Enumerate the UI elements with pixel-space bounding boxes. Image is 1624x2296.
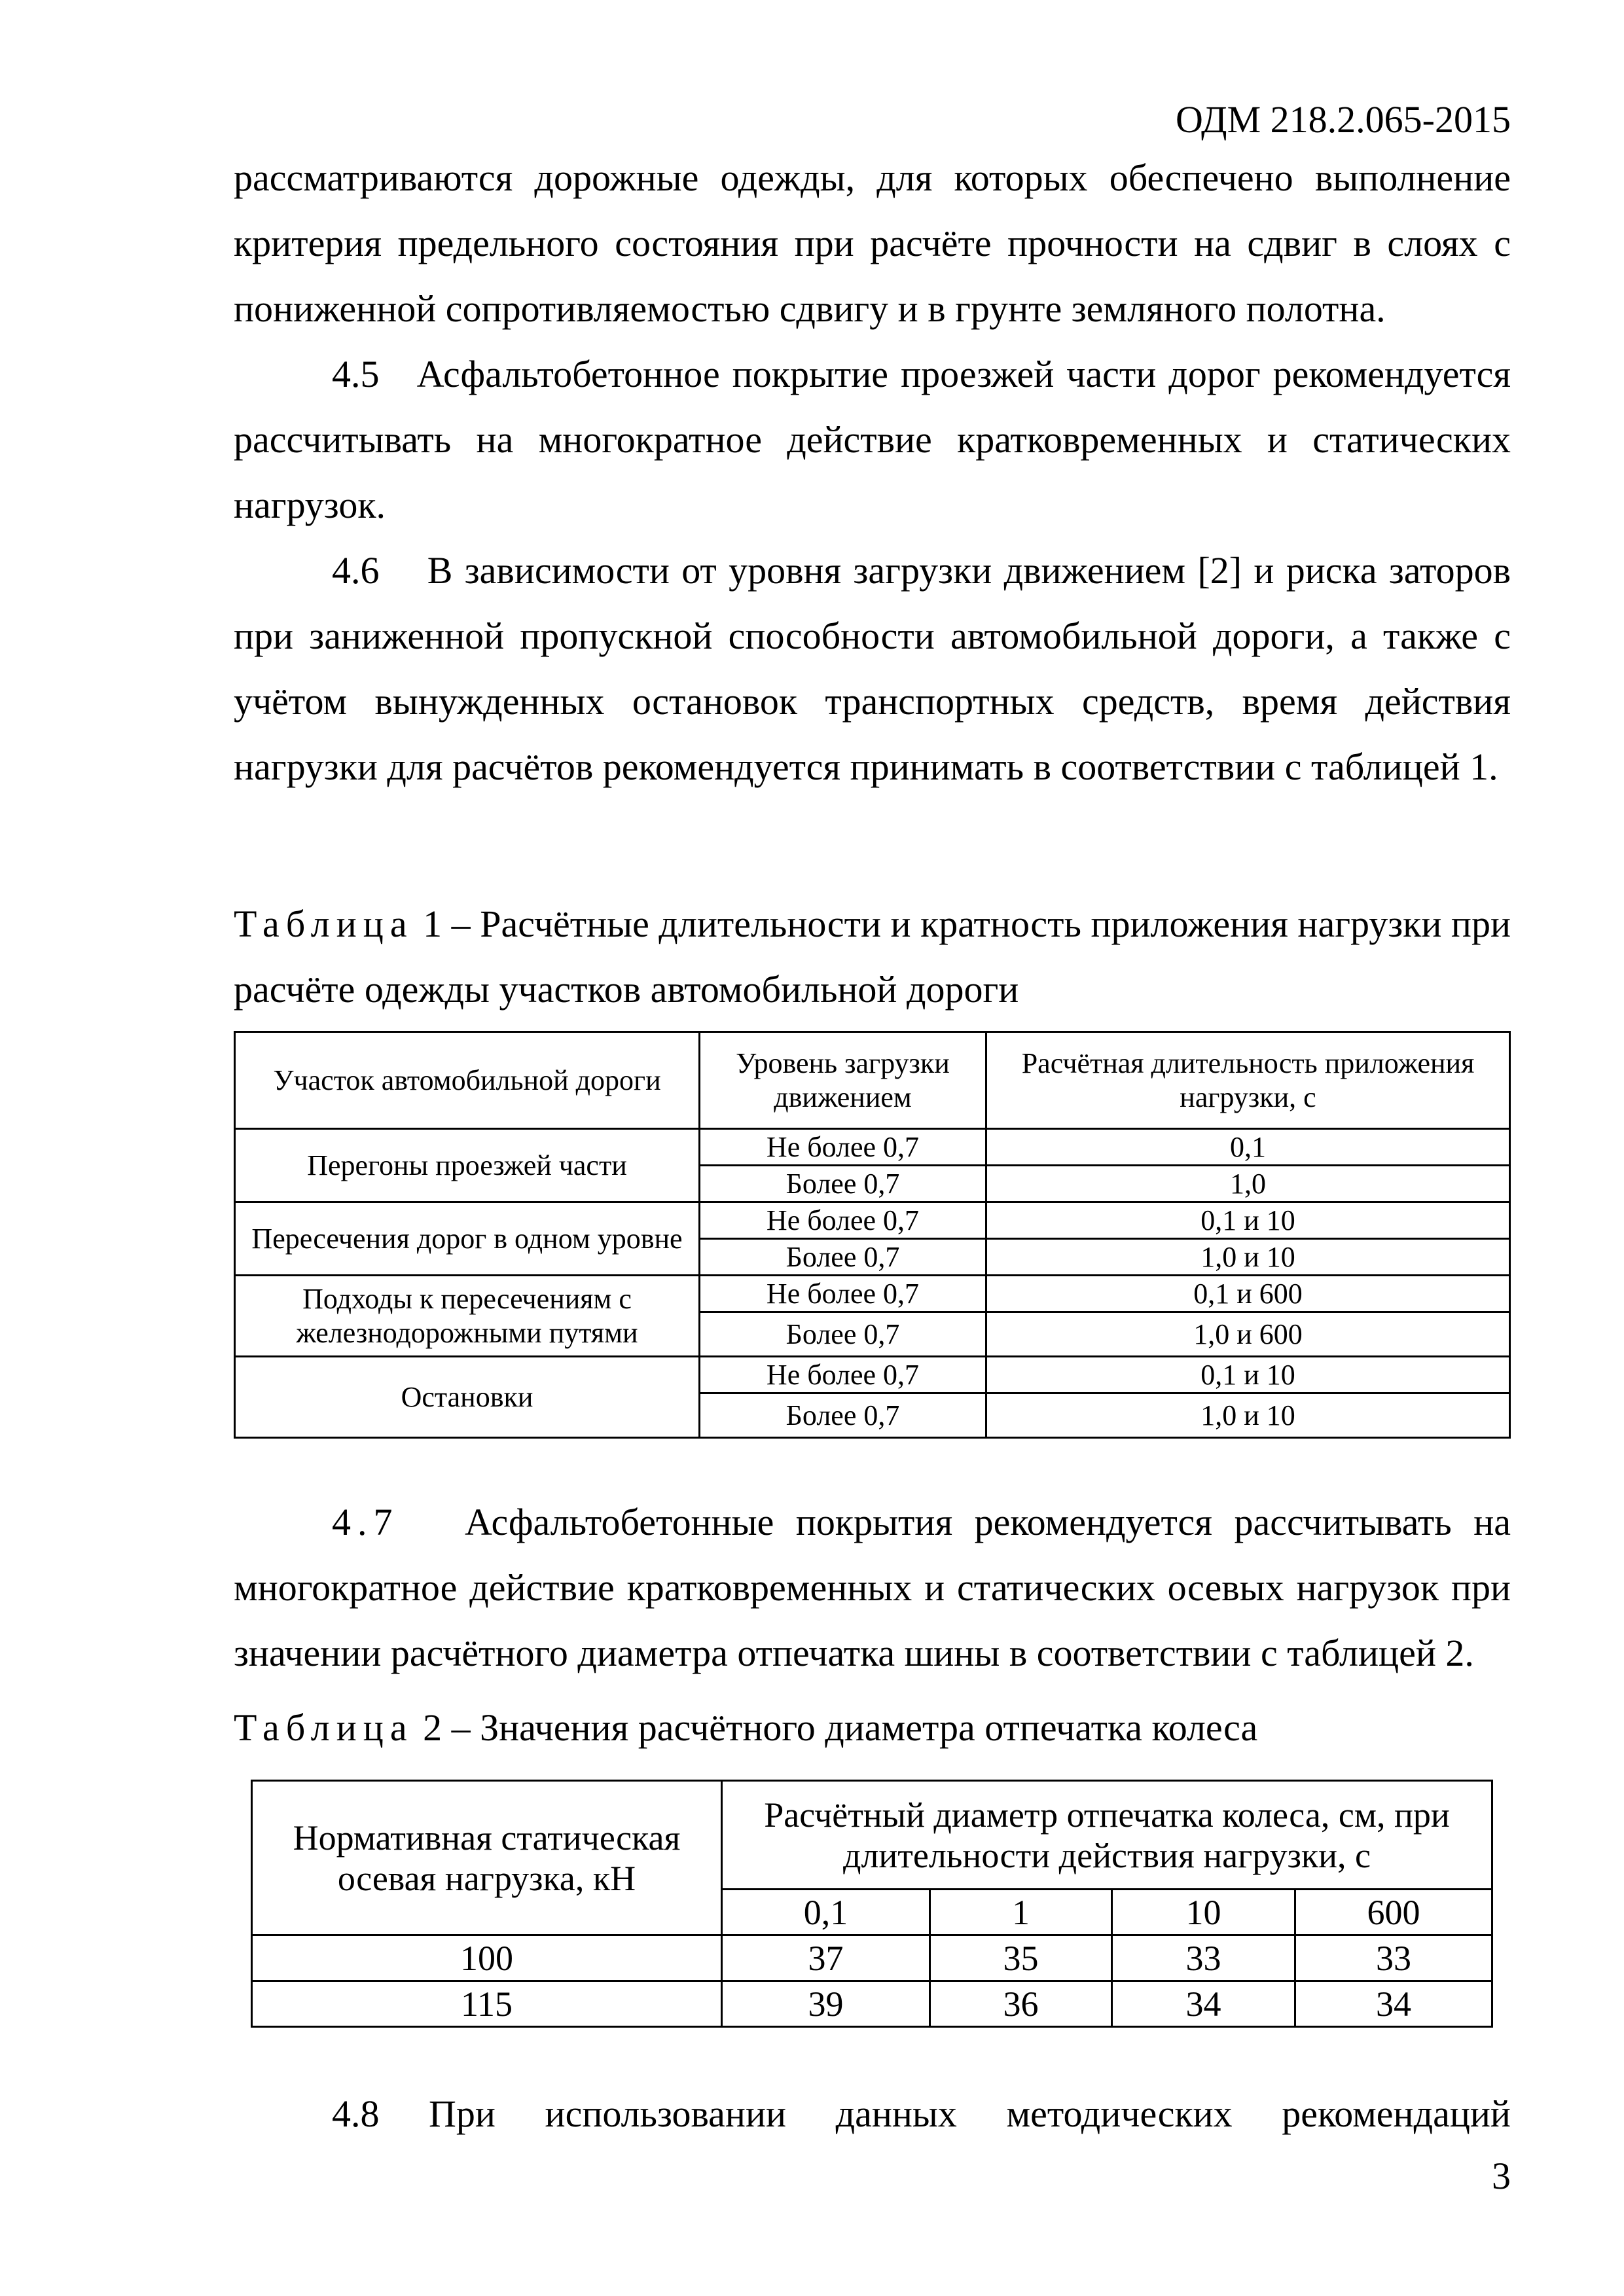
table-cell: 37 <box>722 1935 930 1981</box>
paragraph-4-5 <box>234 342 1511 538</box>
paragraph-number: 4.5 <box>332 353 380 395</box>
table-cell: 35 <box>930 1935 1112 1981</box>
table-cell: 1,0 и 10 <box>986 1393 1510 1438</box>
table-row <box>235 1129 1510 1166</box>
load-cell: 100 <box>252 1935 722 1981</box>
table-cell: 39 <box>722 1981 930 2027</box>
duration-cell: 10 <box>1112 1890 1295 1935</box>
section-cell: Подходы к пересечениям с железнодорожными путями <box>235 1276 700 1357</box>
table-cell: 0,1 и 10 <box>986 1202 1510 1239</box>
caption-label: Таблица <box>234 903 414 945</box>
paragraph-number: 4.7 <box>332 1501 399 1543</box>
header-cell: Участок автомобильной дороги <box>235 1032 700 1129</box>
table-cell: Более 0,7 <box>700 1393 986 1438</box>
table-cell: 0,1 и 10 <box>986 1357 1510 1393</box>
table-cell: Не более 0,7 <box>700 1276 986 1312</box>
table-row <box>252 1981 1492 2027</box>
paragraph-text: Асфальтобетонные покрытия рекомендуется рассчитывать на многократное действие кратковременных и статических осевых нагрузок при значении расчётного диаметра отпечатка шины в соответствии с таблицей 2. <box>234 1501 1511 1674</box>
table2-caption <box>234 1695 1511 1761</box>
table-row <box>252 1935 1492 1981</box>
paragraph-4-8 <box>234 2081 1511 2147</box>
paragraph-intro <box>234 145 1511 342</box>
document-code: ОДМ 218.2.065-2015 <box>1176 98 1511 141</box>
table-cell: 33 <box>1295 1935 1492 1981</box>
section-cell: Перегоны проезжей части <box>235 1129 700 1202</box>
header-cell: Нормативная статическая осевая нагрузка, кН <box>252 1781 722 1935</box>
table-cell: Более 0,7 <box>700 1239 986 1276</box>
paragraph-word: использовании <box>545 2092 787 2135</box>
table1-caption <box>234 891 1511 1022</box>
load-cell: 115 <box>252 1981 722 2027</box>
table-row <box>235 1202 1510 1239</box>
duration-cell: 0,1 <box>722 1890 930 1935</box>
table-cell: Не более 0,7 <box>700 1357 986 1393</box>
paragraph-word: рекомендаций <box>1282 2092 1511 2135</box>
table-cell: 0,1 <box>986 1129 1510 1166</box>
table-cell: 0,1 и 600 <box>986 1276 1510 1312</box>
table-cell: 34 <box>1112 1981 1295 2027</box>
tire-print-diameter-table <box>251 1780 1493 2028</box>
caption-label: Таблица <box>234 1706 414 1749</box>
table-cell: 34 <box>1295 1981 1492 2027</box>
header-cell: Уровень загрузки движением <box>700 1032 986 1129</box>
paragraph-text: Асфальтобетонное покрытие проезжей части дорог рекомендуется рассчитывать на многократное действие кратковременных и статических нагрузок. <box>234 353 1511 526</box>
caption-text: 1 – Расчётные длительности и кратность приложения нагрузки при расчёте одежды участков автомобильной дороги <box>234 903 1511 1011</box>
table-cell: Не более 0,7 <box>700 1202 986 1239</box>
table-cell: Более 0,7 <box>700 1166 986 1202</box>
paragraph-word: При <box>429 2092 496 2135</box>
section-cell: Пересечения дорог в одном уровне <box>235 1202 700 1276</box>
table-cell: 1,0 и 10 <box>986 1239 1510 1276</box>
header-cell: Расчётный диаметр отпечатка колеса, см, при длительности действия нагрузки, с <box>722 1781 1492 1890</box>
paragraph-word: данных <box>835 2092 957 2135</box>
paragraph-4-6 <box>234 538 1511 800</box>
paragraph-number: 4.8 <box>332 2092 380 2135</box>
duration-cell: 600 <box>1295 1890 1492 1935</box>
paragraph-number: 4.6 <box>332 549 380 592</box>
header-cell: Расчётная длительность приложения нагрузки, с <box>986 1032 1510 1129</box>
table-cell: 1,0 и 600 <box>986 1312 1510 1357</box>
page-number: 3 <box>1492 2155 1511 2197</box>
table-header-row <box>252 1781 1492 1890</box>
caption-text: 2 – Значения расчётного диаметра отпечатка колеса <box>423 1706 1258 1749</box>
table-cell: Не более 0,7 <box>700 1129 986 1166</box>
table-cell: 33 <box>1112 1935 1295 1981</box>
paragraph-4-7 <box>234 1490 1511 1686</box>
paragraph-word: методических <box>1006 2092 1233 2135</box>
table-row <box>235 1357 1510 1393</box>
duration-cell: 1 <box>930 1890 1112 1935</box>
load-duration-table <box>234 1031 1511 1439</box>
table-cell: Более 0,7 <box>700 1312 986 1357</box>
paragraph-text: В зависимости от уровня загрузки движением [2] и риска заторов при заниженной пропускной способности автомобильной дороги, а также с учётом вынужденных остановок транспортных средств, время действия нагрузки для расчётов рекомендуется принимать в соответствии с таблицей 1. <box>234 549 1511 788</box>
table-row <box>235 1276 1510 1312</box>
table-cell: 36 <box>930 1981 1112 2027</box>
section-cell: Остановки <box>235 1357 700 1438</box>
table-cell: 1,0 <box>986 1166 1510 1202</box>
paragraph-intro-text: рассматриваются дорожные одежды, для которых обеспечено выполнение критерия предельного состояния при расчёте прочности на сдвиг в слоях с пониженной сопротивляемостью сдвигу и в грунте земляного полотна. <box>234 156 1511 330</box>
table-header-row <box>235 1032 1510 1129</box>
